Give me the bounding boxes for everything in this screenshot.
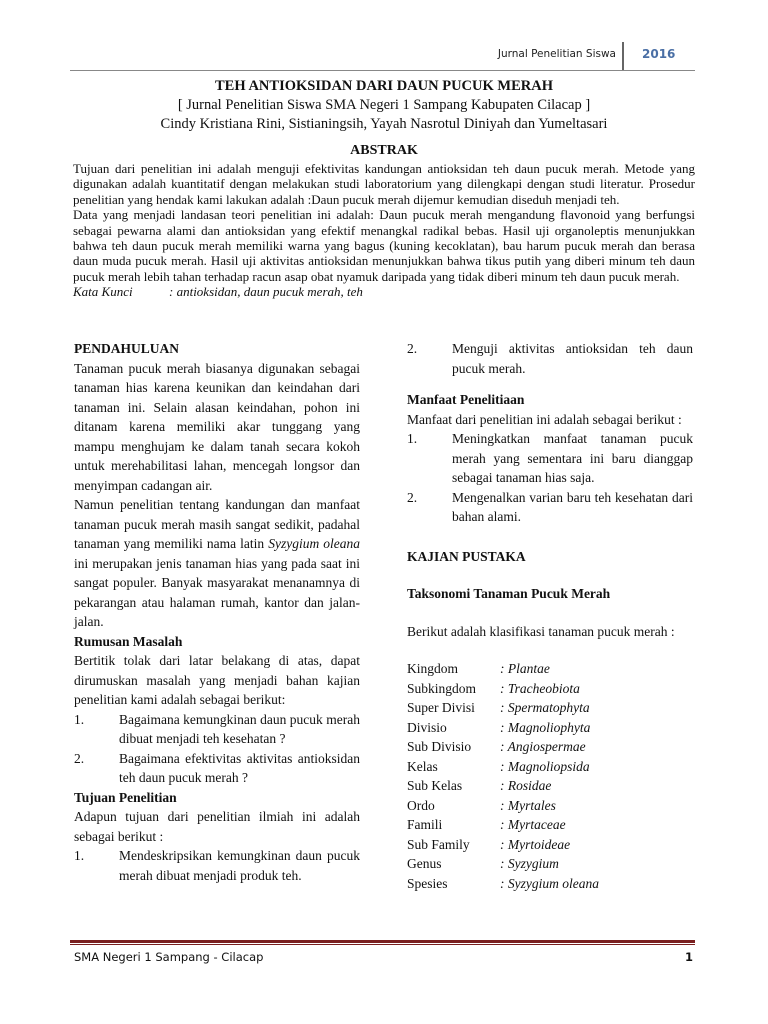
section-rumusan-heading: Rumusan Masalah xyxy=(74,633,183,649)
pendahuluan-paragraph-1: Tanaman pucuk merah biasanya digunakan sebagai tanaman hias karena keunikan dan keindahan dari tanaman ini. Selain alasan keindahan, pohon ini ditanam karena memiliki akar tunggang yang mampu menghujam ke dalam tanah secara kokoh untuk merehabilitasi lahan, mencegah longsor dan menyimpan cadangan air. xyxy=(74,360,360,493)
classification-table xyxy=(407,659,693,893)
classification-row xyxy=(407,854,693,874)
classification-value: : Myrtoideae xyxy=(500,836,571,852)
classification-value: : Spermatophyta xyxy=(500,700,590,715)
keywords-label: Kata Kunci xyxy=(73,284,133,300)
classification-value: : Rosidae xyxy=(500,778,552,793)
classification-row xyxy=(407,659,693,679)
right-column xyxy=(407,339,693,893)
section-pendahuluan-heading: PENDAHULUAN xyxy=(74,341,180,356)
classification-row xyxy=(407,815,693,835)
list-number: 1. xyxy=(407,431,418,446)
classification-value: : Myrtaceae xyxy=(500,817,566,832)
list-number: 2. xyxy=(407,341,418,356)
list-number: 2. xyxy=(407,489,418,505)
left-column xyxy=(74,339,360,885)
list-text: Mendeskripsikan kemungkinan daun pucuk merah dibuat menjadi produk teh. xyxy=(119,848,360,883)
title-block xyxy=(40,77,728,134)
tujuan-intro: Adapun tujuan dari penelitian ilmiah ini adalah sebagai berikut : xyxy=(74,809,360,844)
list-number: 1. xyxy=(74,711,85,727)
classification-value: : Syzygium oleana xyxy=(500,875,599,891)
list-item xyxy=(407,488,693,527)
classification-rank: Spesies xyxy=(407,875,448,891)
header-year: 2016 xyxy=(642,47,676,61)
list-text: Mengenalkan varian baru teh kesehatan dari bahan alami. xyxy=(452,489,693,524)
classification-row xyxy=(407,757,693,777)
header-journal-name: Jurnal Penelitian Siswa xyxy=(497,48,616,60)
abstract-paragraph-2: Data yang menjadi landasan teori penelitian ini adalah: Daun pucuk merah mengandung flavonoid yang berfungsi sebagai pewarna alami dan antioksidan yang efektif menangkal radikal bebas. Hasil uji organoleptis menunjukkan bahwa teh daun pucuk merah memiliki warna yang bagus (kuning kecoklatan), bau harum pucuk merah dan berasa daun muda pucuk merah. Hasil uji aktivitas antioksidan menunjukkan bahwa tikus putih yang diberi minum teh daun pucuk merah lebih tahan terhadap racun asap obat nyamuk daripada yang tidak diberi minum teh daun pucuk merah. xyxy=(73,207,695,284)
manfaat-intro: Manfaat dari penelitian ini adalah sebagai berikut : xyxy=(407,411,682,427)
pendahuluan-p2-start: Namun penelitian tentang kandungan dan manfaat tanaman pucuk merah masih sangat sedikit, padahal tanaman yang memiliki nama latin xyxy=(74,497,360,551)
classification-rank: Genus xyxy=(407,856,442,871)
classification-value: : Angiospermae xyxy=(500,739,586,754)
section-taksonomi-heading: Taksonomi Tanaman Pucuk Merah xyxy=(407,586,611,601)
classification-row xyxy=(407,874,693,894)
pendahuluan-paragraph-2 xyxy=(74,495,360,632)
page-number: 1 xyxy=(685,950,694,964)
section-kajian-heading: KAJIAN PUSTAKA xyxy=(407,548,526,564)
list-item xyxy=(407,339,693,378)
classification-rank: Super Divisi xyxy=(407,700,475,715)
taksonomi-intro: Berikut adalah klasifikasi tanaman pucuk merah : xyxy=(407,623,675,639)
list-item xyxy=(74,710,360,749)
list-text: Bagaimana efektivitas aktivitas antioksidan teh daun pucuk merah ? xyxy=(119,750,360,785)
section-tujuan-heading: Tujuan Penelitian xyxy=(74,789,177,805)
classification-rank: Subkingdom xyxy=(407,680,477,696)
list-number: 2. xyxy=(74,750,85,766)
list-item xyxy=(74,749,360,788)
classification-row xyxy=(407,835,693,855)
pendahuluan-p2-end: ini merupakan jenis tanaman hias yang pada saat ini sangat populer. Banyak masyarakat menanamnya di pekarangan atau halaman rumah, kantor dan jalan-jalan. xyxy=(74,555,360,629)
classification-row xyxy=(407,718,693,738)
footer-rule-thin xyxy=(70,944,695,945)
rumusan-intro: Bertitik tolak dari latar belakang di atas, dapat dirumuskan masalah yang menjadi bahan kajian penelitian kami adalah sebagai berikut: xyxy=(74,653,360,707)
keywords-value: : antioksidan, daun pucuk merah, teh xyxy=(169,284,363,300)
classification-row xyxy=(407,698,693,718)
classification-value: : Tracheobiota xyxy=(500,680,580,696)
classification-rank: Kelas xyxy=(407,758,438,774)
list-item xyxy=(74,846,360,885)
classification-row xyxy=(407,776,693,796)
authors: Cindy Kristiana Rini, Sistianingsih, Yayah Nasrotul Diniyah dan Yumeltasari xyxy=(160,116,608,132)
classification-rank: Sub Kelas xyxy=(407,778,463,793)
classification-row xyxy=(407,679,693,699)
classification-row xyxy=(407,737,693,757)
abstract-heading: ABSTRAK xyxy=(350,143,418,158)
list-text: Menguji aktivitas antioksidan teh daun pucuk merah. xyxy=(452,341,693,376)
classification-row xyxy=(407,796,693,816)
latin-name: Syzygium oleana xyxy=(268,536,361,551)
list-item xyxy=(407,429,693,488)
journal-line: [ Jurnal Penelitian Siswa SMA Negeri 1 Sampang Kabupaten Cilacap ] xyxy=(177,97,591,113)
header-divider xyxy=(622,42,624,70)
header-rule xyxy=(70,70,695,71)
abstract-paragraph-1: Tujuan dari penelitian ini adalah menguji efektivitas kandungan antioksidan teh daun pucuk merah. Metode yang digunakan adalah kuantitatif dengan melakukan studi laboratorium yang dilengkapi dengan studi literatur. Prosedur penelitian yang hendak kami lakukan adalah :Daun pucuk merah dijemur kemudian diseduh menjadi teh. xyxy=(73,161,695,207)
classification-value: : Syzygium xyxy=(500,856,559,871)
paper-title: TEH ANTIOKSIDAN DARI DAUN PUCUK MERAH xyxy=(215,78,553,94)
footer-school: SMA Negeri 1 Sampang - Cilacap xyxy=(74,950,264,964)
keywords xyxy=(73,284,695,299)
abstract-body xyxy=(73,161,695,300)
list-text: Meningkatkan manfaat tanaman pucuk merah yang sementara ini baru dianggap sebagai tanaman hias saja. xyxy=(452,431,693,485)
list-text: Bagaimana kemungkinan daun pucuk merah dibuat menjadi teh kesehatan ? xyxy=(119,711,360,746)
classification-rank: Sub Divisio xyxy=(407,739,472,754)
list-number: 1. xyxy=(74,848,85,863)
classification-value: : Magnoliopsida xyxy=(500,758,590,774)
classification-value: : Myrtales xyxy=(500,797,556,813)
classification-rank: Kingdom xyxy=(407,661,459,676)
classification-rank: Ordo xyxy=(407,797,435,813)
classification-value: : Plantae xyxy=(500,661,550,676)
classification-rank: Divisio xyxy=(407,719,447,735)
section-manfaat-heading: Manfaat Penelitiaan xyxy=(407,392,525,407)
footer-rule xyxy=(70,940,695,943)
classification-rank: Famili xyxy=(407,817,443,832)
classification-rank: Sub Family xyxy=(407,836,470,852)
classification-value: : Magnoliophyta xyxy=(500,719,591,735)
